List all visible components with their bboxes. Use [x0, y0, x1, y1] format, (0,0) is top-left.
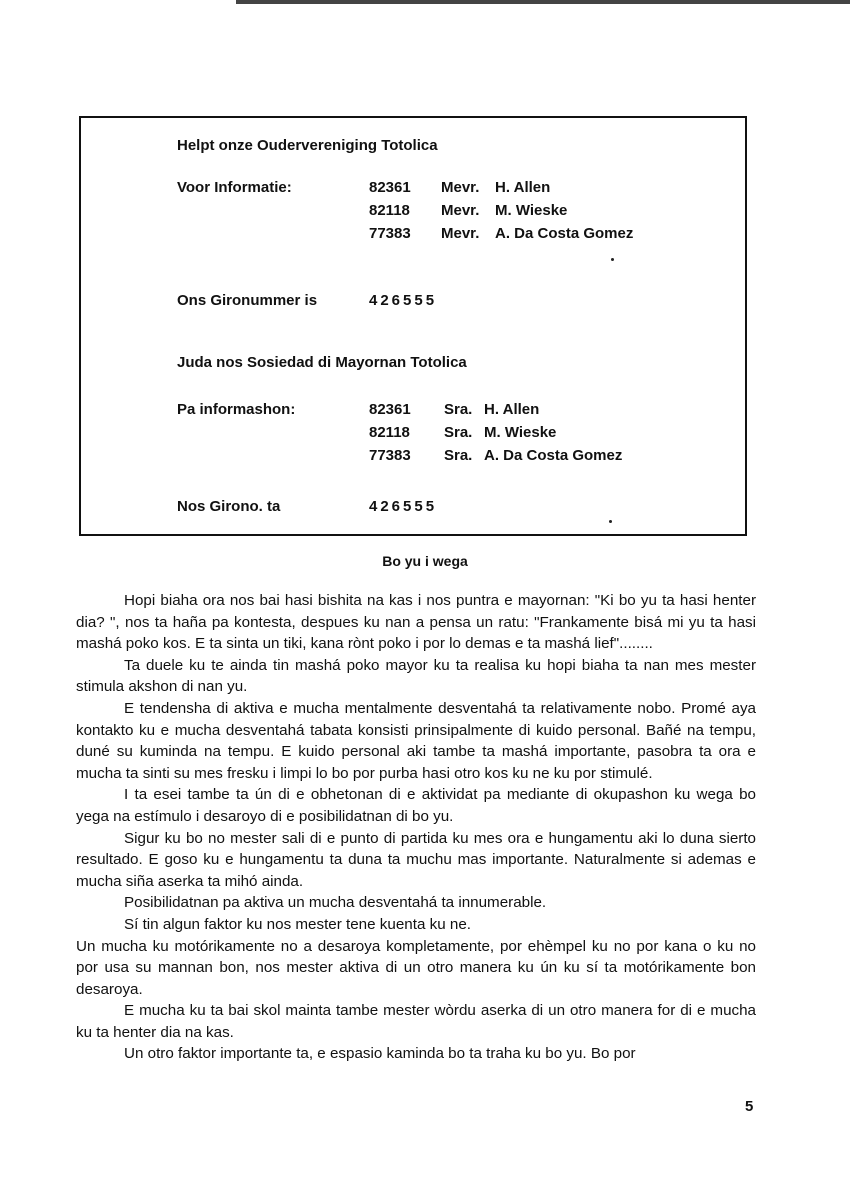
paragraph: I ta esei tambe ta ún di e obhetonan di e aktividat pa mediante di okupashon ku wega bo yega na estímulo i desaroyo di e posibilidatnan di bo yu.	[76, 786, 756, 825]
paragraph: Ta duele ku te ainda tin mashá poko mayor ku ta realisa ku hopi biaha ta nan mes mester stimula akshon di nan yu.	[76, 656, 756, 696]
paragraph: Sí tin algun faktor ku nos mester tene kuenta ku ne.	[124, 915, 471, 933]
contact-title: Sra.	[444, 424, 473, 441]
page-number: 5	[745, 1098, 754, 1115]
contact-number: 82118	[369, 424, 410, 441]
paragraph: Hopi biaha ora nos bai hasi bishita na kas i nos puntra e mayornan: "Ki bo yu ta hasi henter dia? ", nos ta haña pa kontesta, despues ku nan a pensa un ratu: "Frankamente bisá mi yu ta hasi mashá poko kos. E ta sinta un tiki, kana rònt poko i por lo demas e ta mashá lief"........	[76, 592, 756, 653]
contact-name: A. Da Costa Gomez	[484, 447, 623, 464]
contact-title: Mevr.	[441, 225, 480, 242]
paragraph: E mucha ku ta bai skol mainta tambe mester wòrdu aserka di un otro manera for di e mucha ku ta henter dia na kas.	[76, 1002, 756, 1041]
info-label-nl: Voor Informatie:	[177, 179, 292, 196]
info-label-pap: Pa informashon:	[177, 401, 296, 418]
top-edge-line	[236, 0, 850, 4]
contact-name: H. Allen	[484, 401, 540, 418]
contact-title: Sra.	[444, 447, 473, 464]
contact-title: Mevr.	[441, 202, 480, 219]
paragraph: E tendensha di aktiva e mucha mentalmente desventahá ta relativamente nobo. Promé aya kontakto ku e mucha desventahá tabata konsisti prinsipalmente di kuido personal. Bañé na tempu, duné su kuminda na tempu. E kuido personal aki tambe ta mashá importante, pasobra ta ora e mucha ta sinti su mes fresku i limpi lo bo por purba hasi otro kos ku ne ku por stimulé.	[76, 699, 756, 782]
box-heading-pap: Juda nos Sosiedad di Mayornan Totolica	[177, 354, 467, 371]
contact-number: 82361	[369, 401, 411, 418]
contact-name: M. Wieske	[495, 202, 568, 219]
contact-name: A. Da Costa Gomez	[495, 225, 634, 242]
giro-label-nl: Ons Gironummer is	[177, 292, 318, 309]
contact-name: M. Wieske	[484, 424, 557, 441]
giro-number-nl: 426555	[369, 292, 438, 309]
paragraph: Sigur ku bo no mester sali di e punto di partida ku mes ora e hungamentu aki lo duna sierto resultado. E goso ku e hungamentu ta duna ta muchu mas importante. Naturalmente si ademas e mucha siña aserka ta mihó ainda.	[76, 829, 756, 890]
giro-label-pap: Nos Girono. ta	[177, 498, 281, 515]
contact-title: Sra.	[444, 401, 473, 418]
box-heading-nl: Helpt onze Oudervereniging Totolica	[177, 137, 438, 154]
giro-number-pap: 426555	[369, 498, 438, 515]
contact-number: 77383	[369, 447, 411, 464]
contact-number: 82118	[369, 202, 410, 219]
article-body	[76, 590, 756, 1065]
paragraph: Un otro faktor importante ta, e espasio kaminda bo ta traha ku bo yu. Bo por	[124, 1045, 636, 1063]
paragraph: Un mucha ku motórikamente no a desaroya kompletamente, por ehèmpel ku no por kana o ku no por usa su mannan bon, nos mester aktiva di un otro manera ku ún ku sí ta motórikamente bon desaroya.	[76, 937, 756, 998]
contact-number: 77383	[369, 225, 411, 242]
contact-title: Mevr.	[441, 179, 480, 196]
paragraph: Posibilidatnan pa aktiva un mucha desventahá ta innumerable.	[124, 894, 547, 912]
contact-name: H. Allen	[495, 179, 551, 196]
speck-mark	[611, 258, 614, 261]
contact-number: 82361	[369, 179, 411, 196]
speck-mark	[609, 520, 612, 523]
article-title: Bo yu i wega	[382, 553, 468, 569]
